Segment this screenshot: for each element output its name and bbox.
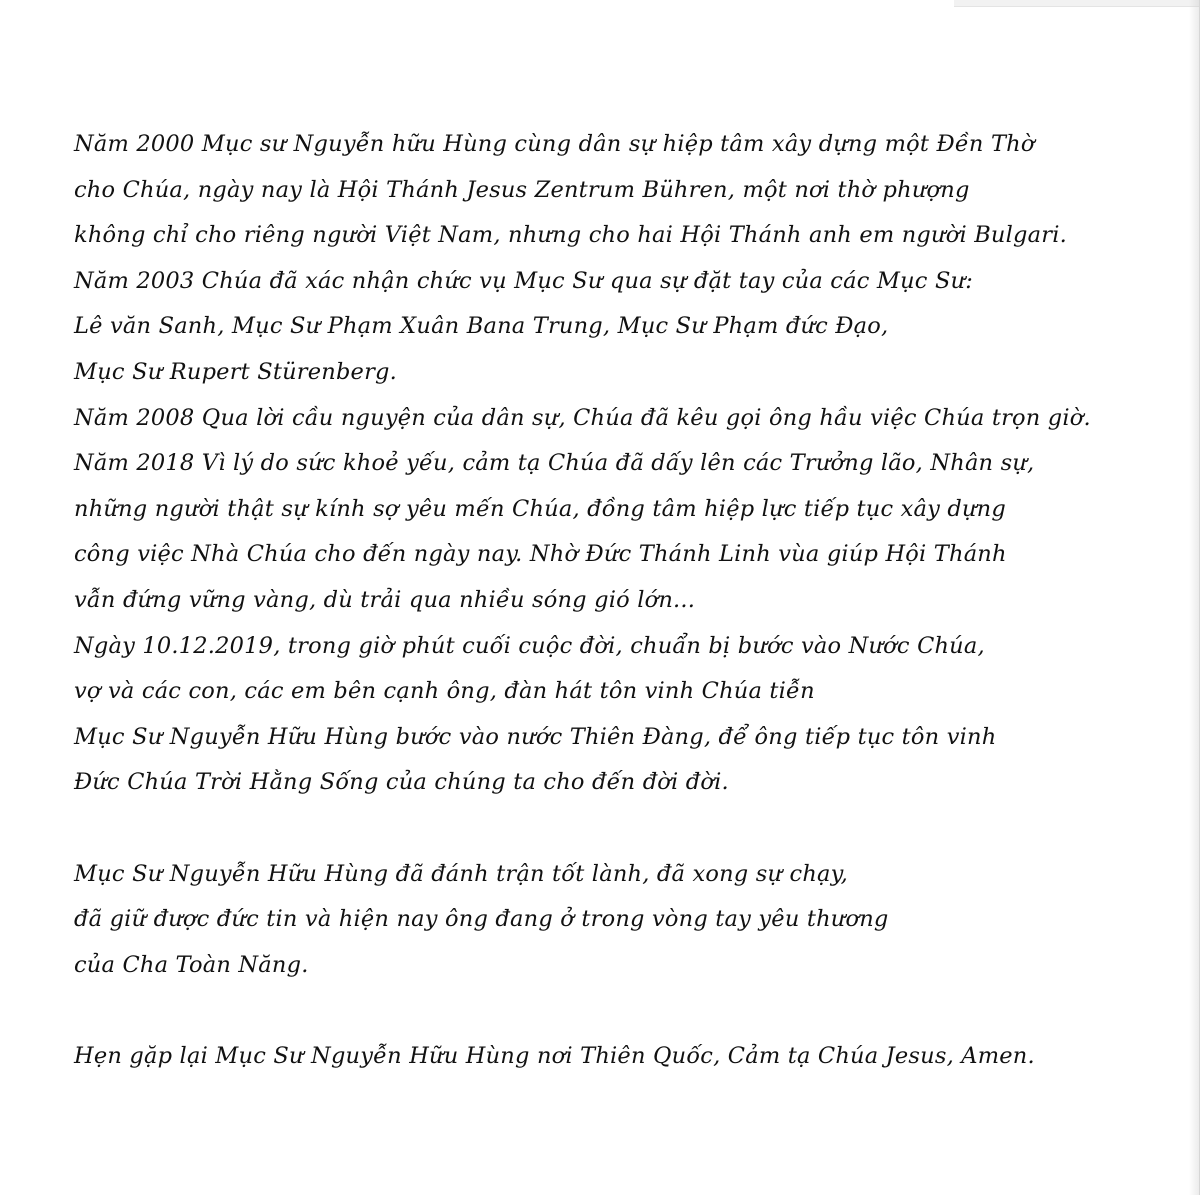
- text-line: Năm 2008 Qua lời cầu nguyện của dân sự, Chúa đã kêu gọi ông hầu việc Chúa trọn giờ.: [74, 404, 1091, 431]
- text-line: những người thật sự kính sợ yêu mến Chúa, đồng tâm hiệp lực tiếp tục xây dựng: [74, 495, 1006, 522]
- text-line: Lê văn Sanh, Mục Sư Phạm Xuân Bana Trung, Mục Sư Phạm đức Đạo,: [74, 313, 889, 340]
- paragraph-gap: [74, 806, 1164, 852]
- text-line: Đức Chúa Trời Hằng Sống của chúng ta cho đến đời đời.: [74, 769, 729, 796]
- text-line: Ngày 10.12.2019, trong giờ phút cuối cuộc đời, chuẩn bị bước vào Nước Chúa,: [74, 632, 985, 659]
- text-line: vẫn đứng vững vàng, dù trải qua nhiều sóng gió lớn...: [74, 586, 696, 613]
- text-line: đã giữ được đức tin và hiện nay ông đang ở trong vòng tay yêu thương: [74, 906, 889, 933]
- text-line: Năm 2003 Chúa đã xác nhận chức vụ Mục Sư qua sự đặt tay của các Mục Sư:: [74, 267, 974, 294]
- text-line: Năm 2018 Vì lý do sức khoẻ yếu, cảm tạ Chúa đã dấy lên các Trưởng lão, Nhân sự,: [74, 450, 1035, 477]
- text-line: vợ và các con, các em bên cạnh ông, đàn hát tôn vinh Chúa tiễn: [74, 678, 815, 705]
- page-edge-shadow: [1189, 0, 1199, 1195]
- text-line: Năm 2000 Mục sư Nguyễn hữu Hùng cùng dân sự hiệp tâm xây dựng một Đền Thờ: [74, 131, 1035, 157]
- text-line: không chỉ cho riêng người Việt Nam, nhưng cho hai Hội Thánh anh em người Bulgari.: [74, 222, 1067, 249]
- page-corner-strip: [954, 0, 1199, 7]
- paragraph-gap: [74, 988, 1164, 1034]
- text-line: của Cha Toàn Năng.: [74, 951, 309, 978]
- text-line: Mục Sư Nguyễn Hữu Hùng bước vào nước Thiên Đàng, để ông tiếp tục tôn vinh: [74, 723, 997, 750]
- text-line: cho Chúa, ngày nay là Hội Thánh Jesus Zentrum Bühren, một nơi thờ phượng: [74, 176, 970, 203]
- text-line: công việc Nhà Chúa cho đến ngày nay. Nhờ Đức Thánh Linh vùa giúp Hội Thánh: [74, 541, 1007, 568]
- text-line: Mục Sư Nguyễn Hữu Hùng đã đánh trận tốt lành, đã xong sự chạy,: [74, 860, 848, 887]
- memorial-text: [74, 122, 1164, 1079]
- text-line: Mục Sư Rupert Stürenberg.: [74, 358, 397, 385]
- closing-line: Hẹn gặp lại Mục Sư Nguyễn Hữu Hùng nơi Thiên Quốc, Cảm tạ Chúa Jesus, Amen.: [74, 1042, 1035, 1069]
